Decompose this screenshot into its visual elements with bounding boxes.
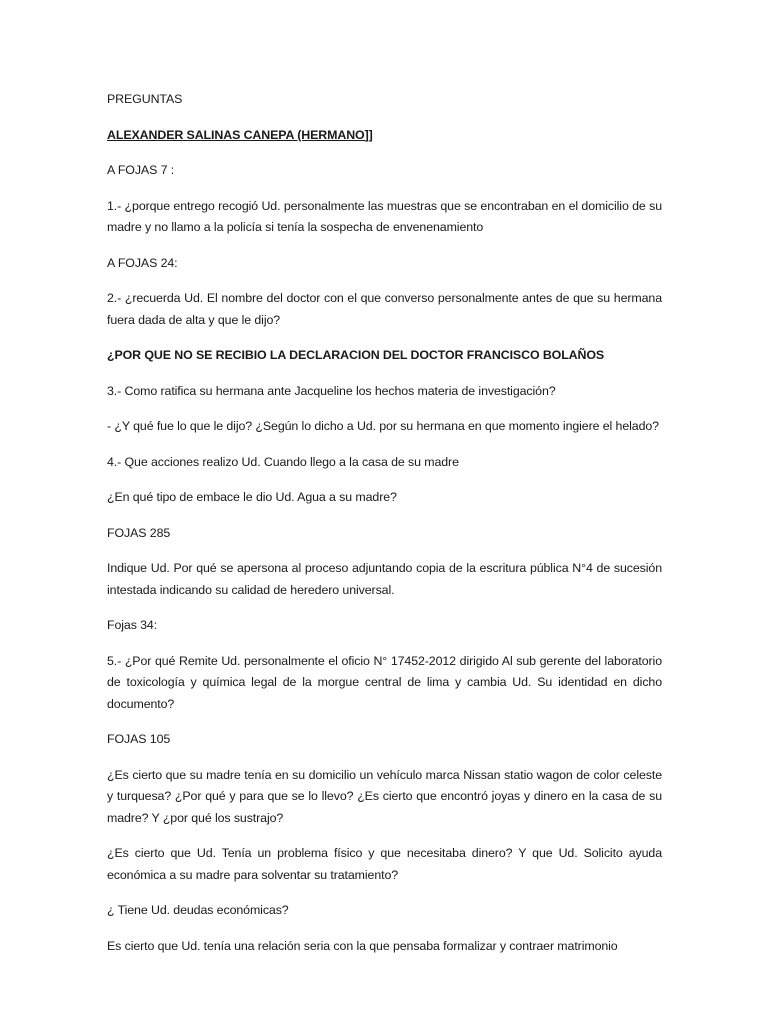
doc-subject-name: ALEXANDER SALINAS CANEPA (HERMANO]]: [107, 127, 373, 142]
doc-bold-note: ¿POR QUE NO SE RECIBIO LA DECLARACION DEL DOCTOR FRANCISCO BOLAÑOS: [107, 348, 605, 362]
doc-question-debts: ¿ Tiene Ud. deudas económicas?: [107, 903, 289, 917]
doc-question-1: 1.- ¿porque entrego recogió Ud. personalmente las muestras que se encontraban en el domicilio de su madre y no llamo a la policía si tenía la sospecha de envenenamiento: [107, 198, 662, 234]
document-page: [107, 89, 662, 971]
doc-question-health: ¿Es cierto que Ud. Tenía un problema físico y que necesitaba dinero? Y que Ud. Solicito ayuda económica a su madre para solventar su tratamiento?: [107, 846, 662, 882]
doc-question-2: 2.- ¿recuerda Ud. El nombre del doctor con el que converso personalmente antes de que su hermana fuera dada de alta y que le dijo?: [107, 291, 662, 327]
doc-question-3: 3.- Como ratifica su hermana ante Jacqueline los hechos materia de investigación?: [107, 383, 556, 398]
doc-question-5: 5.- ¿Por qué Remite Ud. personalmente el oficio N° 17452-2012 dirigido Al sub gerente del laboratorio de toxicología y química legal de la morgue central de lima y cambia Ud. Su identidad en dicho documento?: [107, 653, 662, 711]
doc-question-4: 4.- Que acciones realizo Ud. Cuando llego a la casa de su madre: [107, 454, 459, 469]
doc-heading-preguntas: PREGUNTAS: [107, 92, 183, 106]
doc-question-4-followup: ¿En qué tipo de embace le dio Ud. Agua a su madre?: [107, 490, 397, 504]
doc-question-3-followup: - ¿Y qué fue lo que le dijo? ¿Según lo dicho a Ud. por su hermana en que momento ingiere el helado?: [107, 419, 659, 433]
doc-section-fojas-105: FOJAS 105: [107, 732, 171, 746]
doc-section-fojas-285: FOJAS 285: [107, 525, 171, 540]
doc-section-fojas-24: A FOJAS 24:: [107, 255, 178, 270]
doc-section-fojas-7: A FOJAS 7 :: [107, 163, 175, 177]
doc-section-fojas-34: Fojas 34:: [107, 618, 158, 632]
doc-question-relationship: Es cierto que Ud. tenía una relación seria con la que pensaba formalizar y contraer matrimonio: [107, 938, 618, 953]
doc-question-fojas-285: Indique Ud. Por qué se apersona al proceso adjuntando copia de la escritura pública N°4 de sucesión intestada indicando su calidad de heredero universal.: [107, 561, 662, 597]
doc-question-vehicle: ¿Es cierto que su madre tenía en su domicilio un vehículo marca Nissan statio wagon de color celeste y turquesa? ¿Por qué y para que se lo llevo? ¿Es cierto que encontró joyas y dinero en la casa de su madre? Y ¿por qué los sustrajo?: [107, 767, 662, 825]
